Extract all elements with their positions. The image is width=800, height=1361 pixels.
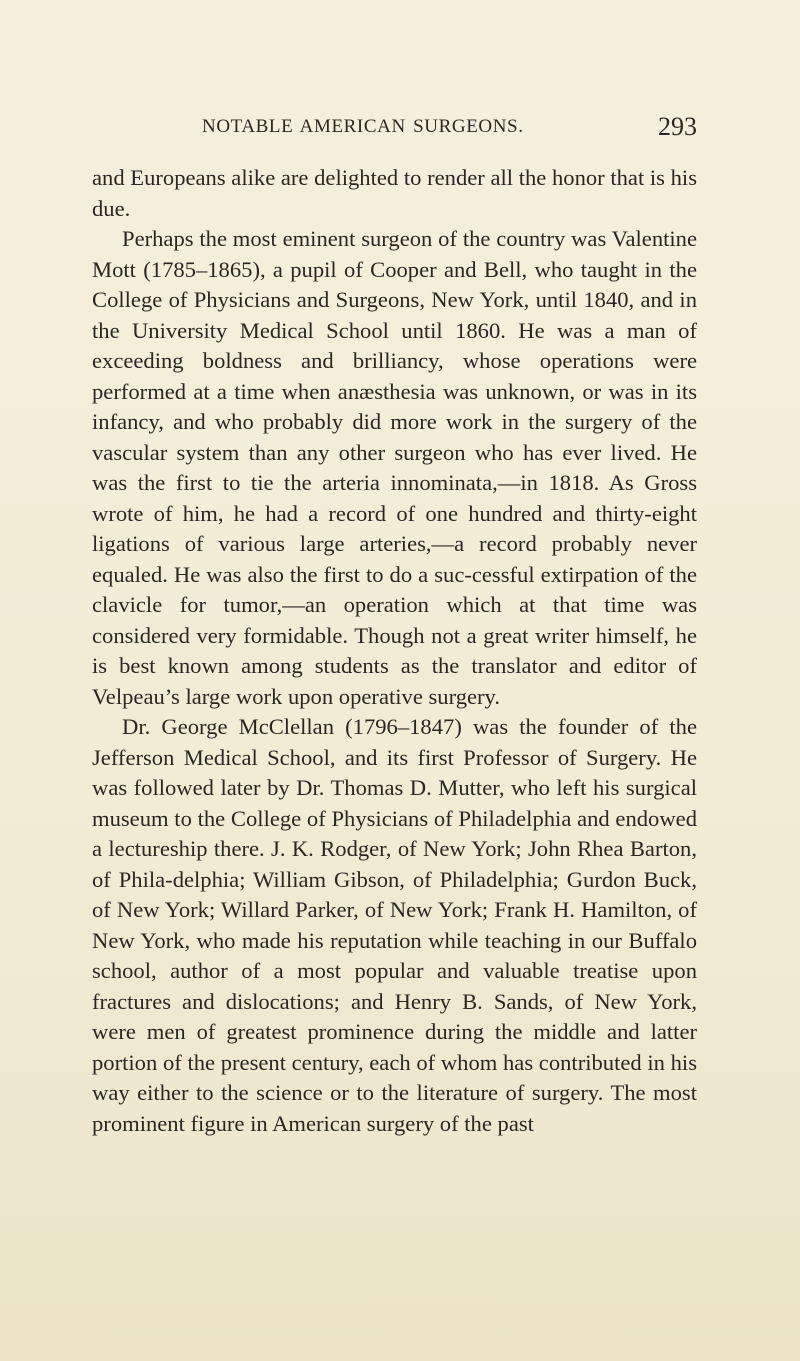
paragraph-george-mcclellan: Dr. George McClellan (1796–1847) was the founder of the Jefferson Medical School, and its first Professor of Surgery. He was followed later by Dr. Thomas D. Mutter, who left his surgical museum to the College of Physicians of Philadelphia and endowed a lectureship there. J. K. Rodger, of New York; John Rhea Barton, of Phila-delphia; William Gibson, of Philadelphia; Gurdon Buck, of New York; Willard Parker, of New York; Frank H. Hamilton, of New York, who made his reputation while teaching in our Buffalo school, author of a most popular and valuable treatise upon fractures and dislocations; and Henry B. Sands, of New York, were men of greatest prominence during the middle and latter portion of the present century, each of whom has contributed in his way either to the science or to the literature of surgery. The most prominent figure in American surgery of the past xyxy=(92,714,697,1136)
running-head: NOTABLE AMERICAN SURGEONS. xyxy=(202,116,524,137)
page-number: 293 xyxy=(658,112,697,141)
paragraph-continuation: and Europeans alike are delighted to render all the honor that is his due. xyxy=(92,165,697,221)
page-header xyxy=(92,112,697,146)
paragraph-valentine-mott: Perhaps the most eminent surgeon of the country was Valentine Mott (1785–1865), a pupil of Cooper and Bell, who taught in the College of Physicians and Surgeons, New York, until 1840, and in the University Medical School until 1860. He was a man of exceeding boldness and brilliancy, whose operations were performed at a time when anæsthesia was unknown, or was in its infancy, and who probably did more work in the surgery of the vascular system than any other surgeon who has ever lived. He was the first to tie the arteria innominata,—in 1818. As Gross wrote of him, he had a record of one hundred and thirty-eight ligations of various large arteries,—a record probably never equaled. He was also the first to do a suc-cessful extirpation of the clavicle for tumor,—an operation which at that time was considered very formidable. Though not a great writer himself, he is best known among students as the translator and editor of Velpeau’s large work upon operative surgery. xyxy=(92,226,697,709)
body-text xyxy=(92,163,697,1139)
